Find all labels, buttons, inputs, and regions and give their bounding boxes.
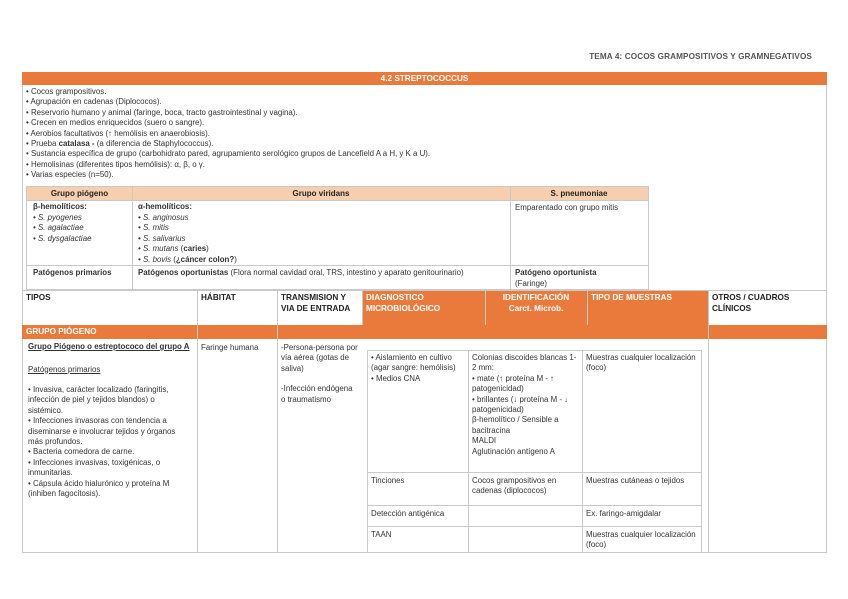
species-item: • S. salivarius: [138, 233, 186, 243]
table-divider: [22, 290, 827, 291]
species-item: • S. pyogenes: [33, 212, 82, 222]
species-item: • S. dysgalactiae: [33, 233, 92, 243]
diag-grid-line: [367, 350, 368, 553]
groups-header-piogeno: Grupo piógeno: [27, 187, 132, 200]
column-header-transmision: TRANSMISION Y VIA DE ENTRADA: [281, 293, 351, 313]
diag-method: TAAN: [371, 530, 392, 539]
intro-bullet: • Aerobios facultativos (↑ hemólisis en anaerobiosis).: [26, 128, 210, 138]
table-divider: [485, 291, 486, 325]
diag-grid-line: [701, 350, 702, 553]
species-item: • S. agalactiae: [33, 223, 84, 233]
intro-bullet: • Hemolisinas (diferentes tipos hemólisis): α, β, o γ.: [26, 159, 205, 169]
table-divider: [587, 291, 588, 325]
intro-bullet: • Reservorio humano y animal (faringe, boca, tracto gastrointestinal y vagina).: [26, 107, 298, 117]
piogeno-footer: Patógenos primarios: [33, 268, 112, 277]
diag-ident: Cocos grampositivos en cadenas (diplococos): [472, 476, 557, 496]
intro-bullet: • Agrupación en cadenas (Diplococos).: [26, 97, 162, 107]
diag-method: Detección antigénica: [371, 509, 445, 518]
intro-bullet: • Crecen en medios enriquecidos (suero o sangre).: [26, 118, 205, 128]
grupo-a-cell: [28, 342, 190, 499]
viridans-cell: α-hemolíticos: • S. anginosus • S. mitis • S. salivarius • S. mutans (caries) • S. bovis (¿cáncer colon?): [138, 202, 498, 266]
intro-bullet-catalasa: • Prueba catalasa - (a diferencia de Staphylococcus).: [26, 139, 214, 149]
diag-muestra: Muestras cualquier localización (foco): [586, 353, 696, 373]
column-header-habitat: HÁBITAT: [201, 293, 236, 302]
grupo-piogeno-bar: GRUPO PIÓGENO: [22, 325, 827, 339]
section-title-bar: 4.2 STREPTOCOCCUS: [22, 72, 827, 85]
pneumoniae-footer: Patógeno oportunista (Faringe): [515, 268, 597, 288]
column-header-identificacion: IDENTIFICACIÓN Carct. Microb.: [485, 291, 587, 325]
diag-grid-line: [367, 505, 702, 506]
species-item: • S. mutans (caries): [138, 244, 209, 254]
intro-bullets: [26, 87, 816, 181]
groups-divider: [510, 187, 511, 289]
piogeno-cell: β-hemolíticos: • S. pyogenes • S. agalactiae • S. dysgalactiae: [33, 202, 129, 244]
groups-table: [26, 186, 649, 290]
table-divider: [277, 291, 278, 553]
column-header-tipos: TIPOS: [26, 293, 51, 302]
grupo-a-subtitle: Patógenos primarios: [28, 364, 101, 374]
groups-divider: [27, 200, 648, 201]
grupo-a-bullet: • Infecciones invasoras con tendencia a diseminarse e involucrar tejidos y órganos más profundos.: [28, 416, 176, 447]
diag-muestra: Muestras cutáneas o tejidos: [586, 476, 685, 485]
diag-grid-line: [582, 350, 583, 553]
page-header-title: TEMA 4: COCOS GRAMPOSITIVOS Y GRAMNEGATIVOS: [589, 52, 812, 61]
table-divider: [362, 291, 363, 325]
column-header-diagnostico: DIAGNOSTICO MICROBIOLÓGICO: [362, 291, 485, 325]
diag-ident: Colonias discoides blancas 1-2 mm: • mate (↑ proteína M - ↑ patogenicidad) • brillantes (↓ proteína M - ↓ patogenicidad) β-hemolítico / Sensible a bacitracina MALDI Aglutinación antígeno A: [472, 353, 577, 456]
groups-header-viridans: Grupo viridans: [132, 187, 510, 200]
groups-header-pneumoniae: S. pneumoniae: [510, 187, 648, 200]
groups-divider: [132, 187, 133, 289]
diag-grid-line: [468, 350, 469, 553]
grupo-a-bullet: • Invasiva, carácter localizado (faringitis, infección de piel y tejidos blandos) o sistémico.: [28, 385, 169, 415]
grupo-a-title: Grupo Piógeno o estreptococo del grupo A: [28, 342, 190, 351]
habitat-cell: Faringe humana: [201, 343, 259, 352]
intro-bullet: • Cocos grampositivos.: [26, 87, 107, 96]
diag-method: • Aislamiento en cultivo (agar sangre: hemólisis) • Medios CNA: [371, 353, 456, 383]
grupo-a-bullet: • Infecciones invasivas, toxigénicas, o inmunitarias.: [28, 457, 161, 478]
diag-grid-line: [367, 472, 702, 473]
table-divider: [197, 291, 198, 553]
column-header-tipo-muestras: TIPO DE MUESTRAS: [587, 291, 708, 325]
column-header-otros: OTROS / CUADROS CLÍNICOS: [712, 293, 790, 313]
intro-bullet: • Varias especies (n=50).: [26, 170, 114, 180]
diag-grid-line: [367, 350, 702, 351]
grupo-a-bullet: • Cápsula ácido hialurónico y proteína M (inhiben fagocitosis).: [28, 478, 170, 499]
grupo-a-bullet: • Bacteria comedora de carne.: [28, 447, 135, 457]
diag-muestra: Muestras cualquier localización (foco): [586, 530, 696, 550]
diag-method: Tinciones: [371, 476, 405, 485]
diag-grid-line: [367, 526, 702, 527]
viridans-footer: Patógenos oportunistas (Flora normal cavidad oral, TRS, intestino y aparato genitourinario): [138, 268, 464, 277]
pneumoniae-cell: Emparentado con grupo mitis: [515, 203, 619, 212]
table-divider: [708, 291, 709, 553]
species-item: • S. mitis: [138, 223, 169, 233]
intro-bullet: • Sustancia específica de grupo (carbohidrato pared, agrupamiento serológico grupos de Lancefield A a H, y K a U).: [26, 149, 431, 159]
species-item: • S. anginosus: [138, 212, 189, 222]
species-item: • S. bovis (¿cáncer colon?): [138, 254, 237, 264]
transmision-cell: -Persona-persona por vía aérea (gotas de saliva) -Infección endógena o traumatismo: [281, 343, 358, 404]
diag-muestra: Ex. faringo-amigdalar: [586, 509, 661, 518]
